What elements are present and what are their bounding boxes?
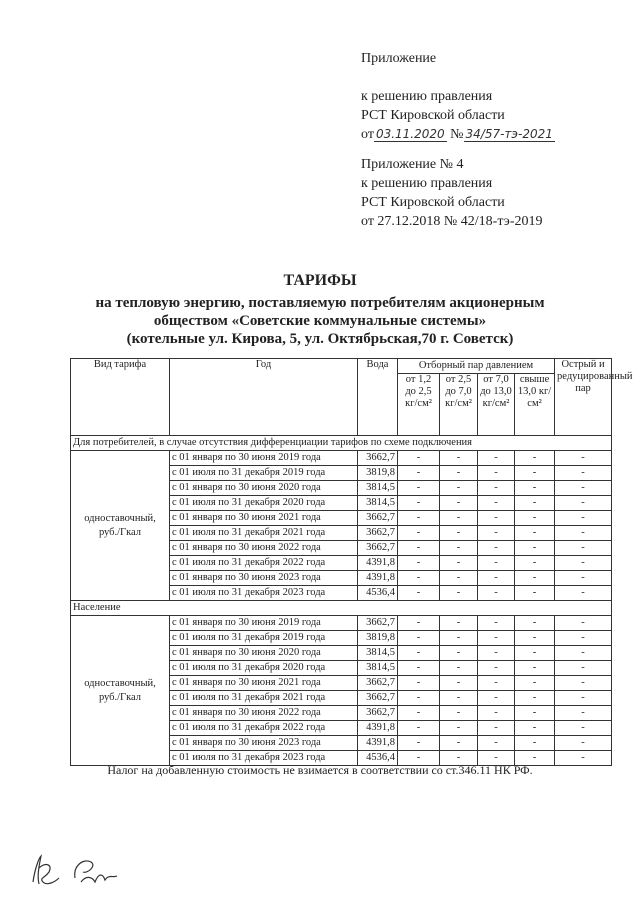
- empty-tariff-cell: -: [440, 616, 478, 631]
- empty-tariff-cell: -: [398, 661, 440, 676]
- empty-tariff-cell: -: [398, 556, 440, 571]
- empty-tariff-cell: -: [478, 661, 515, 676]
- period-cell: с 01 июля по 31 декабря 2021 года: [170, 691, 358, 706]
- empty-tariff-cell: -: [478, 466, 515, 481]
- col-pressure-1: от 1,2 до 2,5 кг/см²: [398, 374, 440, 436]
- section-row: [71, 601, 612, 616]
- empty-tariff-cell: -: [398, 466, 440, 481]
- empty-tariff-cell: -: [515, 721, 555, 736]
- empty-tariff-cell: -: [478, 451, 515, 466]
- period-cell: с 01 января по 30 июня 2022 года: [170, 541, 358, 556]
- empty-tariff-cell: -: [440, 721, 478, 736]
- empty-tariff-cell: -: [440, 496, 478, 511]
- period-cell: с 01 января по 30 июня 2022 года: [170, 706, 358, 721]
- empty-tariff-cell: -: [398, 706, 440, 721]
- tariff-kind-cell: одноставочный, руб./Гкал: [71, 451, 170, 601]
- handwritten-number: 34/57-тэ-2021: [465, 127, 553, 141]
- period-cell: с 01 июля по 31 декабря 2020 года: [170, 496, 358, 511]
- empty-tariff-cell: -: [515, 451, 555, 466]
- empty-tariff-cell: -: [515, 616, 555, 631]
- empty-tariff-cell: -: [478, 676, 515, 691]
- reference-line: от 27.12.2018 № 42/18-тэ-2019: [361, 214, 543, 229]
- empty-tariff-cell: -: [515, 691, 555, 706]
- empty-tariff-cell: -: [555, 541, 612, 556]
- col-steam: Отборный пар давлением: [398, 359, 555, 374]
- empty-tariff-cell: -: [440, 736, 478, 751]
- empty-tariff-cell: -: [478, 751, 515, 766]
- period-cell: с 01 января по 30 июня 2023 года: [170, 571, 358, 586]
- empty-tariff-cell: -: [555, 511, 612, 526]
- empty-tariff-cell: -: [398, 571, 440, 586]
- empty-tariff-cell: -: [440, 691, 478, 706]
- empty-tariff-cell: -: [398, 721, 440, 736]
- empty-tariff-cell: -: [398, 586, 440, 601]
- empty-tariff-cell: -: [515, 556, 555, 571]
- empty-tariff-cell: -: [478, 541, 515, 556]
- empty-tariff-cell: -: [515, 511, 555, 526]
- empty-tariff-cell: -: [515, 736, 555, 751]
- title-line-1: на тепловую энергию, поставляемую потребителям акционерным: [95, 295, 545, 311]
- section-general: [71, 436, 612, 601]
- water-value-cell: 4391,8: [358, 571, 398, 586]
- empty-tariff-cell: -: [478, 646, 515, 661]
- section-title-general: Для потребителей, в случае отсутствия дифференциации тарифов по схеме подключения: [71, 436, 612, 451]
- empty-tariff-cell: -: [555, 631, 612, 646]
- empty-tariff-cell: -: [515, 496, 555, 511]
- title-main: ТАРИФЫ: [283, 272, 357, 289]
- period-cell: с 01 января по 30 июня 2021 года: [170, 511, 358, 526]
- water-value-cell: 3662,7: [358, 676, 398, 691]
- col-sharp-steam: Острый и редуцированный пар: [555, 359, 612, 436]
- document-title: [0, 272, 640, 348]
- empty-tariff-cell: -: [555, 616, 612, 631]
- period-cell: с 01 января по 30 июня 2021 года: [170, 676, 358, 691]
- empty-tariff-cell: -: [515, 676, 555, 691]
- decision-line-2: к решению правления: [361, 176, 493, 191]
- empty-tariff-cell: -: [478, 571, 515, 586]
- appendix-header: [361, 49, 555, 144]
- empty-tariff-cell: -: [555, 496, 612, 511]
- empty-tariff-cell: -: [440, 511, 478, 526]
- period-cell: с 01 июля по 31 декабря 2022 года: [170, 721, 358, 736]
- empty-tariff-cell: -: [440, 466, 478, 481]
- col-year: Год: [170, 359, 358, 436]
- number-label: №: [450, 127, 464, 142]
- table-row: [71, 616, 612, 631]
- empty-tariff-cell: -: [555, 526, 612, 541]
- empty-tariff-cell: -: [555, 751, 612, 766]
- period-cell: с 01 января по 30 июня 2019 года: [170, 616, 358, 631]
- water-value-cell: 3662,7: [358, 541, 398, 556]
- date-number-line: [361, 125, 555, 144]
- empty-tariff-cell: -: [398, 541, 440, 556]
- empty-tariff-cell: -: [478, 616, 515, 631]
- empty-tariff-cell: -: [515, 571, 555, 586]
- empty-tariff-cell: -: [515, 631, 555, 646]
- empty-tariff-cell: -: [555, 586, 612, 601]
- title-line-2: обществом «Советские коммунальные системы»: [153, 313, 487, 329]
- empty-tariff-cell: -: [398, 646, 440, 661]
- water-value-cell: 3662,7: [358, 451, 398, 466]
- empty-tariff-cell: -: [478, 706, 515, 721]
- appendix4-label: Приложение № 4: [361, 157, 464, 172]
- empty-tariff-cell: -: [440, 676, 478, 691]
- water-value-cell: 3814,5: [358, 496, 398, 511]
- empty-tariff-cell: -: [398, 451, 440, 466]
- col-pressure-3: от 7,0 до 13,0 кг/см²: [478, 374, 515, 436]
- empty-tariff-cell: -: [515, 481, 555, 496]
- tariff-kind-cell: одноставочный, руб./Гкал: [71, 616, 170, 766]
- period-cell: с 01 июля по 31 декабря 2022 года: [170, 556, 358, 571]
- decision-line: к решению правления: [361, 89, 493, 104]
- period-cell: с 01 июля по 31 декабря 2021 года: [170, 526, 358, 541]
- empty-tariff-cell: -: [515, 751, 555, 766]
- empty-tariff-cell: -: [478, 586, 515, 601]
- water-value-cell: 3662,7: [358, 691, 398, 706]
- empty-tariff-cell: -: [478, 496, 515, 511]
- water-value-cell: 4536,4: [358, 751, 398, 766]
- empty-tariff-cell: -: [515, 466, 555, 481]
- header-row-1: [71, 359, 612, 374]
- empty-tariff-cell: -: [398, 736, 440, 751]
- empty-tariff-cell: -: [398, 526, 440, 541]
- empty-tariff-cell: -: [440, 481, 478, 496]
- vat-footnote: Налог на добавленную стоимость не взимается в соответствии со ст.346.11 НК РФ.: [107, 763, 533, 777]
- period-cell: с 01 июля по 31 декабря 2023 года: [170, 586, 358, 601]
- empty-tariff-cell: -: [555, 646, 612, 661]
- empty-tariff-cell: -: [555, 481, 612, 496]
- empty-tariff-cell: -: [440, 661, 478, 676]
- period-cell: с 01 января по 30 июня 2020 года: [170, 646, 358, 661]
- empty-tariff-cell: -: [515, 541, 555, 556]
- empty-tariff-cell: -: [478, 481, 515, 496]
- water-value-cell: 3814,5: [358, 661, 398, 676]
- authority-line: РСТ Кировской области: [361, 108, 505, 123]
- water-value-cell: 4391,8: [358, 736, 398, 751]
- empty-tariff-cell: -: [555, 721, 612, 736]
- section-population: [71, 601, 612, 766]
- empty-tariff-cell: -: [440, 646, 478, 661]
- period-cell: с 01 января по 30 июня 2023 года: [170, 736, 358, 751]
- empty-tariff-cell: -: [515, 706, 555, 721]
- empty-tariff-cell: -: [555, 691, 612, 706]
- empty-tariff-cell: -: [555, 706, 612, 721]
- table-row: [71, 451, 612, 466]
- empty-tariff-cell: -: [555, 571, 612, 586]
- col-water: Вода: [358, 359, 398, 436]
- empty-tariff-cell: -: [555, 466, 612, 481]
- water-value-cell: 3819,8: [358, 631, 398, 646]
- period-cell: с 01 июля по 31 декабря 2020 года: [170, 661, 358, 676]
- empty-tariff-cell: -: [478, 556, 515, 571]
- water-value-cell: 3814,5: [358, 481, 398, 496]
- water-value-cell: 3662,7: [358, 511, 398, 526]
- empty-tariff-cell: -: [440, 706, 478, 721]
- empty-tariff-cell: -: [555, 451, 612, 466]
- water-value-cell: 3819,8: [358, 466, 398, 481]
- handwritten-date: 03.11.2020: [375, 127, 445, 141]
- empty-tariff-cell: -: [398, 676, 440, 691]
- appendix4-header: [361, 155, 542, 231]
- empty-tariff-cell: -: [555, 676, 612, 691]
- empty-tariff-cell: -: [440, 526, 478, 541]
- empty-tariff-cell: -: [515, 661, 555, 676]
- appendix-label: Приложение: [361, 51, 437, 66]
- water-value-cell: 3814,5: [358, 646, 398, 661]
- empty-tariff-cell: -: [515, 646, 555, 661]
- empty-tariff-cell: -: [478, 511, 515, 526]
- empty-tariff-cell: -: [440, 541, 478, 556]
- water-value-cell: 3662,7: [358, 616, 398, 631]
- water-value-cell: 4391,8: [358, 721, 398, 736]
- empty-tariff-cell: -: [398, 496, 440, 511]
- empty-tariff-cell: -: [478, 631, 515, 646]
- empty-tariff-cell: -: [440, 571, 478, 586]
- empty-tariff-cell: -: [398, 511, 440, 526]
- period-cell: с 01 июля по 31 декабря 2019 года: [170, 631, 358, 646]
- empty-tariff-cell: -: [515, 586, 555, 601]
- empty-tariff-cell: -: [440, 586, 478, 601]
- tariff-table: [70, 358, 633, 766]
- empty-tariff-cell: -: [440, 751, 478, 766]
- empty-tariff-cell: -: [440, 556, 478, 571]
- period-cell: с 01 января по 30 июня 2019 года: [170, 451, 358, 466]
- empty-tariff-cell: -: [398, 481, 440, 496]
- empty-tariff-cell: -: [398, 751, 440, 766]
- period-cell: с 01 января по 30 июня 2020 года: [170, 481, 358, 496]
- water-value-cell: 4536,4: [358, 586, 398, 601]
- empty-tariff-cell: -: [478, 691, 515, 706]
- col-pressure-4: свыше 13,0 кг/см²: [515, 374, 555, 436]
- empty-tariff-cell: -: [478, 736, 515, 751]
- title-line-3: (котельные ул. Кирова, 5, ул. Октябрьская,70 г. Советск): [126, 331, 514, 347]
- empty-tariff-cell: -: [515, 526, 555, 541]
- period-cell: с 01 июля по 31 декабря 2023 года: [170, 751, 358, 766]
- authority-line-2: РСТ Кировской области: [361, 195, 505, 210]
- empty-tariff-cell: -: [398, 631, 440, 646]
- empty-tariff-cell: -: [440, 451, 478, 466]
- col-kind: Вид тарифа: [71, 359, 170, 436]
- empty-tariff-cell: -: [398, 616, 440, 631]
- signature: [25, 848, 125, 890]
- water-value-cell: 3662,7: [358, 526, 398, 541]
- empty-tariff-cell: -: [555, 736, 612, 751]
- water-value-cell: 4391,8: [358, 556, 398, 571]
- empty-tariff-cell: -: [440, 631, 478, 646]
- empty-tariff-cell: -: [555, 661, 612, 676]
- section-row: [71, 436, 612, 451]
- empty-tariff-cell: -: [478, 721, 515, 736]
- from-label: от: [361, 127, 374, 142]
- empty-tariff-cell: -: [398, 691, 440, 706]
- col-pressure-2: от 2,5 до 7,0 кг/см²: [440, 374, 478, 436]
- section-title-population: Население: [71, 601, 612, 616]
- water-value-cell: 3662,7: [358, 706, 398, 721]
- empty-tariff-cell: -: [478, 526, 515, 541]
- period-cell: с 01 июля по 31 декабря 2019 года: [170, 466, 358, 481]
- empty-tariff-cell: -: [555, 556, 612, 571]
